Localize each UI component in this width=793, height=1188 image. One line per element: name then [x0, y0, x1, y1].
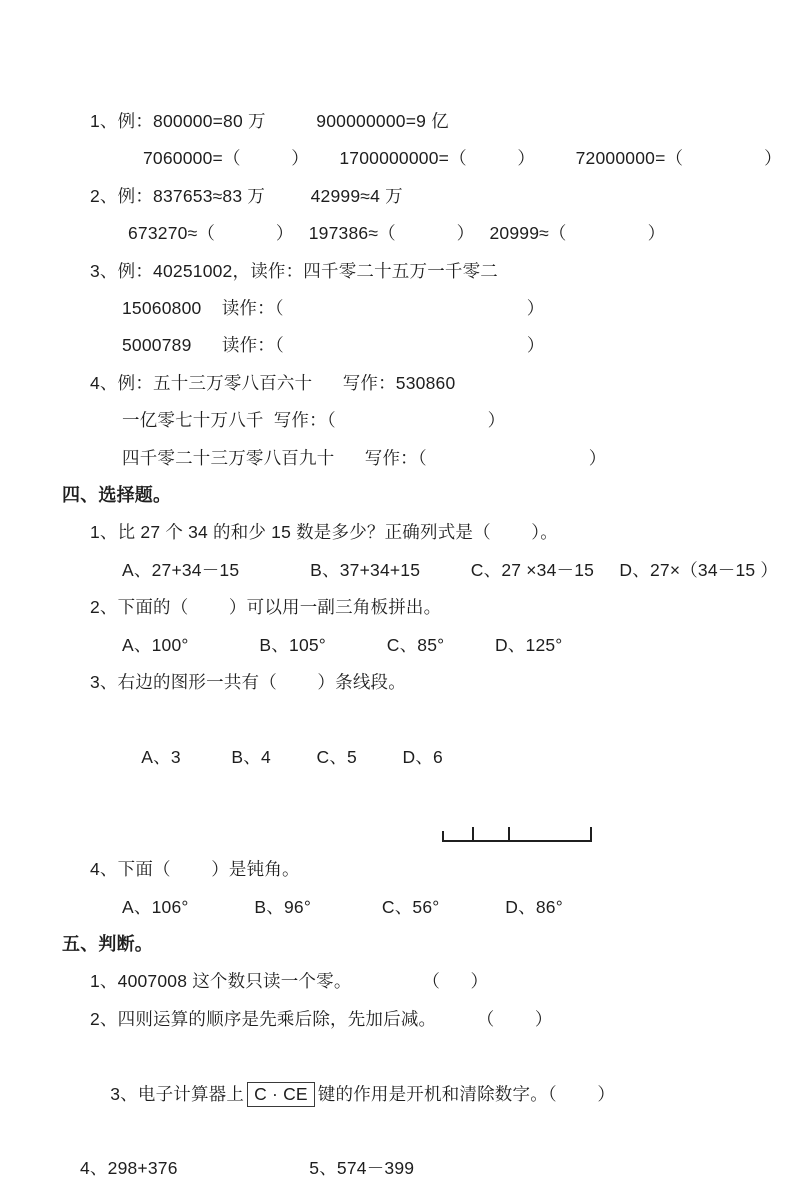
choice-q2-options: A、100° B、105° C、85° D、125° — [122, 634, 563, 655]
tick-mark-1 — [442, 831, 444, 840]
judge-q3-text-before: 3、电子计算器上 — [110, 1083, 245, 1104]
tick-mark-3 — [508, 827, 510, 840]
tick-mark-2 — [472, 827, 474, 840]
q2-blanks-line: 673270≈（ ） 197386≈（ ） 20999≈（ ） — [128, 223, 666, 244]
q3-read-line-1: 15060800 读作：（ ） — [122, 298, 545, 319]
choice-q3-options-row — [0, 702, 793, 852]
judge-q3 — [0, 1038, 793, 1150]
line-segment-figure — [442, 825, 592, 842]
judge-q1: 1、4007008 这个数只读一个零。 （ ） — [90, 971, 489, 992]
q4-write-line-1: 一亿零七十万八千 写作：（ ） — [122, 410, 506, 431]
judge-q2: 2、四则运算的顺序是先乘后除，先加后减。 （ ） — [90, 1008, 553, 1029]
q4-write-line-2: 四千零二十三万零八百九十 写作：（ ） — [122, 447, 607, 468]
tick-mark-4 — [590, 827, 592, 840]
q3-example-line: 3、例：40251002，读作：四千零二十五万一千零二 — [90, 260, 498, 281]
q3-read-line-2: 5000789 读作：（ ） — [122, 335, 545, 356]
choice-q3-stem: 3、右边的图形一共有（ ）条线段。 — [90, 672, 406, 693]
choice-q3-options: A、3 B、4 C、5 D、6 — [141, 746, 443, 767]
choice-q1-options: A、27+34－15 B、37+34+15 C、27 ×34－15 D、27×（34－15 ） — [122, 559, 779, 580]
choice-section-heading: 四、选择题。 — [62, 485, 172, 506]
cce-key-box: C · CE — [247, 1082, 315, 1107]
q2-example-line: 2、例：837653≈83 万 42999≈4 万 — [90, 185, 403, 206]
choice-q2-stem: 2、下面的（ ）可以用一副三角板拼出。 — [90, 597, 442, 618]
choice-q4-options: A、106° B、96° C、56° D、86° — [122, 896, 563, 917]
q1-blanks-line: 7060000=（ ） 1700000000=（ ） 72000000=（ ） — [143, 148, 782, 169]
q4-example-line: 4、例：五十三万零八百六十 写作：530860 — [90, 372, 456, 393]
q1-example-line: 1、例：800000=80 万 900000000=9 亿 — [90, 111, 449, 131]
choice-q1-stem: 1、比 27 个 34 的和少 15 数是多少？正确列式是（ ）。 — [90, 522, 558, 543]
judge-q4-q5: 4、298+376 5、574－399 — [80, 1158, 415, 1179]
judge-section-heading: 五、判断。 — [62, 933, 153, 954]
judge-q3-text-after: 键的作用是开机和清除数字。（ ） — [317, 1083, 616, 1104]
choice-q4-stem: 4、下面（ ）是钝角。 — [90, 859, 300, 880]
